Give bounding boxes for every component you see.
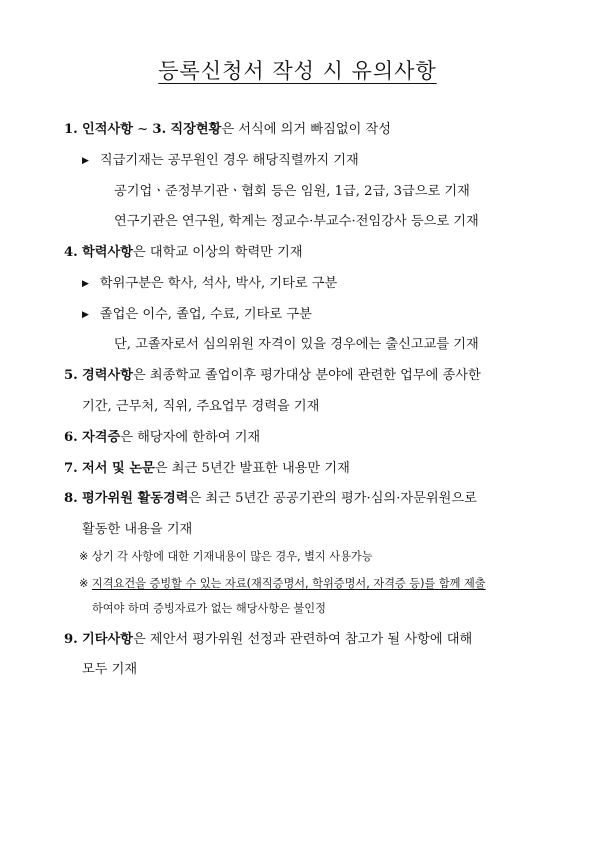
sub-text: 직급기재는 공무원인 경우 해당직렬까지 기재 [99, 153, 359, 168]
note-text: 상기 각 사항에 대한 기재내용이 많은 경우, 별지 사용가능 [91, 550, 373, 563]
item-text: 기간, 근무처, 직위, 주요업무 경력을 기재 [82, 399, 320, 414]
note-2 [79, 575, 486, 591]
item-8-cont [82, 518, 192, 537]
item-text: 은 최종학교 졸업이후 평가대상 분야에 관련한 업무에 종사한 [132, 368, 481, 383]
item-1-sub-2 [114, 180, 470, 199]
reference-mark: ※ [79, 550, 89, 563]
note-2-cont [92, 600, 326, 616]
item-7 [64, 457, 350, 476]
item-heading: 기타사항 [81, 632, 133, 647]
sub-text: 공기업ㆍ준정부기관ㆍ협회 등은 임원, 1급, 2급, 3급으로 기재 [114, 184, 470, 199]
item-heading: 학력사항 [81, 245, 133, 260]
page-title [0, 55, 595, 85]
item-number: 9. [64, 632, 78, 647]
triangle-right-icon: ▶ [82, 279, 89, 289]
item-4-sub-3 [114, 333, 479, 352]
page-title-text: 등록신청서 작성 시 유의사항 [158, 59, 437, 83]
item-text: 모두 기재 [82, 662, 138, 677]
item-9 [64, 628, 472, 647]
item-heading: 평가위원 활동경력 [81, 491, 189, 506]
item-heading: 경력사항 [81, 368, 133, 383]
item-number: 6. [64, 430, 78, 445]
item-8 [64, 487, 477, 506]
note-1 [79, 548, 373, 564]
item-number: 7. [64, 461, 78, 476]
sub-text: 단, 고졸자로서 심의위원 자격이 있을 경우에는 출신고교를 기재 [114, 337, 479, 352]
sub-text: 연구기관은 연구원, 학계는 정교수·부교수·전임강사 등으로 기재 [114, 214, 479, 229]
triangle-right-icon: ▶ [82, 156, 89, 166]
item-range-sep: ~ [132, 122, 153, 137]
item-text: 은 최근 5년간 발표한 내용만 기재 [154, 461, 350, 476]
item-1-sub-3 [114, 210, 479, 229]
item-number: 1. [64, 122, 78, 137]
item-text: 은 해당자에 한하여 기재 [120, 430, 261, 445]
triangle-right-icon: ▶ [82, 310, 89, 320]
sub-text: 학위구분은 학사, 석사, 박사, 기타로 구분 [99, 276, 338, 291]
item-heading: 자격증 [81, 430, 121, 445]
item-1-sub-1 [82, 149, 359, 168]
item-text: 은 서식에 의거 빠짐없이 작성 [221, 122, 391, 137]
item-4-sub-1 [82, 272, 337, 291]
item-text: 은 제안서 평가위원 선정과 관련하여 참고가 될 사항에 대해 [132, 632, 473, 647]
item-heading: 인적사항 [81, 122, 133, 137]
item-4-sub-2 [82, 303, 312, 322]
item-number: 5. [64, 368, 78, 383]
item-text: 은 최근 5년간 공공기관의 평가·심의·자문위원으로 [188, 491, 477, 506]
item-5 [64, 364, 481, 383]
note-text: 하여야 하며 증빙자료가 없는 해당사항은 불인정 [92, 602, 326, 615]
sub-text: 졸업은 이수, 졸업, 수료, 기타로 구분 [99, 307, 312, 322]
item-4 [64, 241, 303, 260]
item-9-cont [82, 658, 137, 677]
item-number: 8. [64, 491, 78, 506]
item-number: 4. [64, 245, 78, 260]
note-text: 지격요건을 증빙할 수 있는 자료(재직증명서, 학위증명서, 자격증 등)를 함께 제출 [91, 577, 486, 590]
item-heading: 저서 및 논문 [81, 461, 155, 476]
item-1-3 [64, 118, 391, 137]
item-text: 은 대학교 이상의 학력만 기재 [132, 245, 303, 260]
item-heading: 직장현황 [170, 122, 222, 137]
item-5-cont [82, 395, 319, 414]
item-number: 3. [152, 122, 167, 137]
item-text: 활동한 내용을 기재 [82, 522, 193, 537]
reference-mark: ※ [79, 577, 89, 590]
item-6 [64, 426, 260, 445]
